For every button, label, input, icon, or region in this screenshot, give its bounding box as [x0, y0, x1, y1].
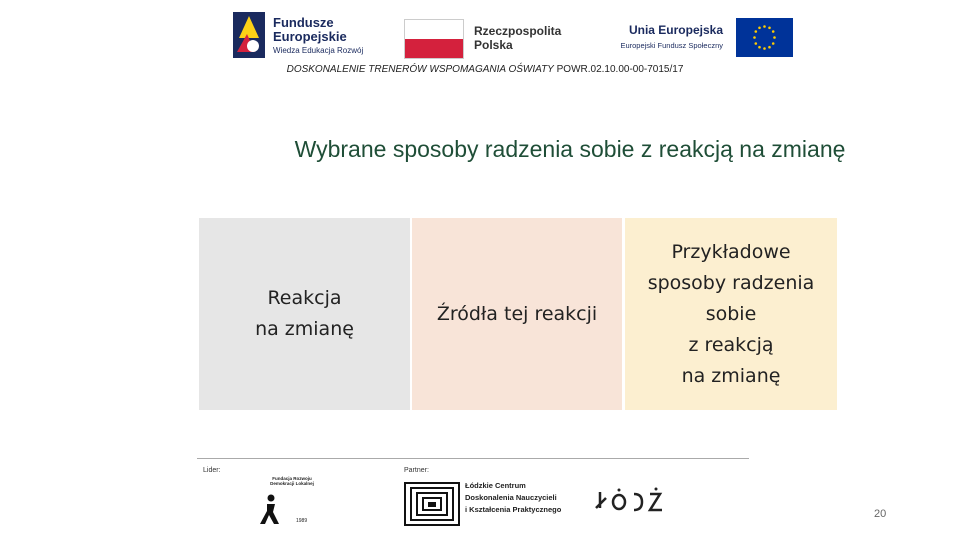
cell-sources-text: Źródła tej reakcji — [436, 302, 598, 325]
cell-coping — [625, 218, 837, 410]
rzeczpospolita-polska-logo — [404, 19, 574, 59]
partner-square-logo-icon — [404, 482, 460, 526]
fe-title: Fundusze Europejskie — [273, 15, 347, 44]
cell-coping-text: Przykładowe sposoby radzenia sobie z reakcją na zmianę — [647, 240, 815, 387]
cell-reaction-text: Reakcja na zmianę — [255, 287, 354, 340]
lodz-city-logo-icon — [592, 486, 672, 516]
fe-star-icon — [233, 12, 265, 58]
ue-title-text: Unia Europejska — [628, 23, 723, 37]
fundusze-europejskie-logo — [233, 12, 373, 58]
ue-title — [620, 23, 723, 53]
page-number: 20 — [874, 508, 887, 520]
rp-title: Rzeczpospolita Polska — [474, 24, 562, 52]
partner-label: Partner: — [404, 467, 429, 474]
partner-name: Łódzkie Centrum Doskonalenia Nauczycieli i Kształcenia Praktycznego — [465, 481, 562, 514]
lider-label: Lider: — [203, 467, 221, 474]
lider-year: 1989 — [296, 518, 308, 524]
slide-title: Wybrane sposoby radzenia sobie z reakcją na zmianę — [294, 136, 846, 162]
lider-logo — [256, 476, 320, 528]
project-code: POWR.02.10.00-00-7015/17 — [556, 64, 684, 75]
footer-divider — [197, 458, 749, 459]
fe-subtitle: Wiedza Edukacja Rozwój — [273, 46, 364, 55]
walking-figure-icon — [258, 494, 282, 526]
unia-europejska-logo — [603, 18, 793, 58]
poland-flag-icon — [404, 19, 464, 59]
project-name — [0, 64, 960, 75]
cell-reaction — [199, 218, 410, 410]
cell-sources — [412, 218, 622, 410]
eu-flag-icon — [736, 18, 793, 57]
project-title: DOSKONALENIE TRENERÓW WSPOMAGANIA OŚWIATY — [286, 64, 554, 75]
ue-subtitle: Europejski Fundusz Społeczny — [620, 41, 723, 50]
lider-logo-text: Fundacja Rozwoju Demokracji Lokalnej — [270, 476, 314, 486]
